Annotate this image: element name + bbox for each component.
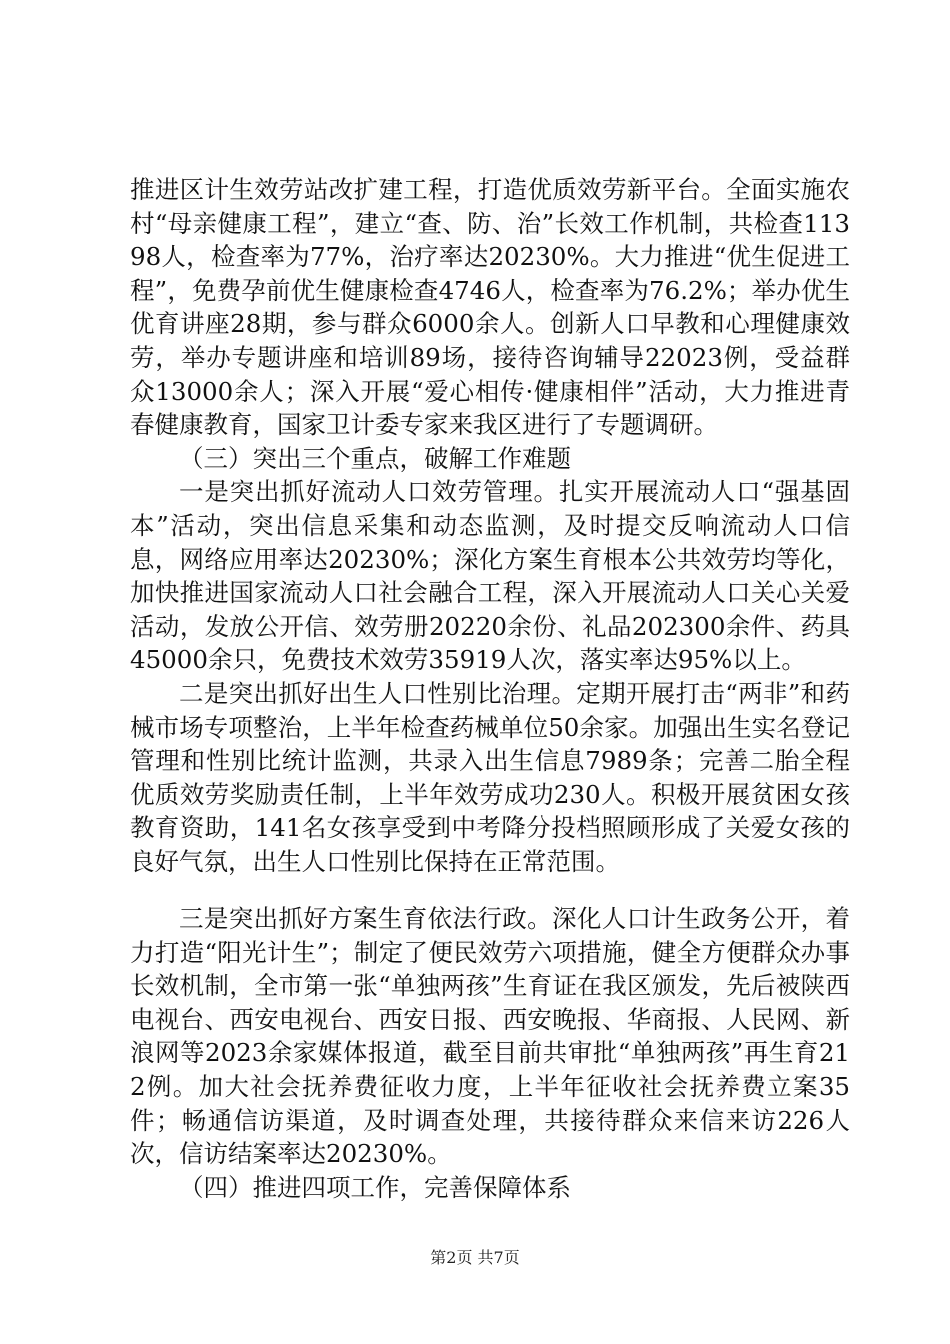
section-heading-three: （三）突出三个重点，破解工作难题: [179, 443, 571, 473]
page-footer: 第2页 共7页: [430, 1248, 520, 1267]
paragraph-lawful-administration: 三是突出抓好方案生育依法行政。深化人口计生政务公开，着力打造“阳光计生”；制定了便民效劳六项措施，健全方便群众办事长效机制，全市第一张“单独两孩”生育证在我区颁发，先后被陕西电视台、西安电视台、西安日报、西安晚报、华商报、人民网、新浪网等2023余家媒体报道，截至目前共审批“单独两孩”再生育212例。加大社会抚养费征收力度，上半年征收社会抚养费立案35件；畅通信访渠道，及时调查处理，共接待群众来信来访226人次，信访结案率达20230%。: [130, 904, 850, 1169]
paragraph-sex-ratio: 二是突出抓好出生人口性别比治理。定期开展打击“两非”和药械市场专项整治，上半年检查药械单位50余家。加强出生实名登记管理和性别比统计监测，共录入出生信息7989条；完善二胎全程优质效劳奖励责任制，上半年效劳成功230人。积极开展贫困女孩教育资助，141名女孩享受到中考降分投档照顾形成了关爱女孩的良好气氛，出生人口性别比保持在正常范围。: [130, 678, 850, 876]
text-block-upper: [130, 173, 850, 878]
paragraph-floating-population: 一是突出抓好流动人口效劳管理。扎实开展流动人口“强基固本”活动，突出信息采集和动态监测，及时提交反响流动人口信息，网络应用率达20230%；深化方案生育根本公共效劳均等化，加快推进国家流动人口社会融合工程，深入开展流动人口关心关爱活动，发放公开信、效劳册20220余份、礼品202300余件、药具45000余只，免费技术效劳35919人次，落实率达95%以上。: [130, 477, 850, 675]
text-block-lower: [130, 902, 850, 1204]
section-heading-four: （四）推进四项工作，完善保障体系: [179, 1172, 571, 1202]
paragraph-service-platform: 推进区计生效劳站改扩建工程，打造优质效劳新平台。全面实施农村“母亲健康工程”，建立“查、防、治”长效工作机制，共检查11398人，检查率为77%，治疗率达20230%。大力推进“优生促进工程”，免费孕前优生健康检查4746人，检查率为76.2%；举办优生优育讲座28期，参与群众6000余人。创新人口早教和心理健康效劳，举办专题讲座和培训89场，接待咨询辅导22023例，受益群众13000余人；深入开展“爱心相传·健康相伴”活动，大力推进青春健康教育，国家卫计委专家来我区进行了专题调研。: [130, 175, 850, 440]
